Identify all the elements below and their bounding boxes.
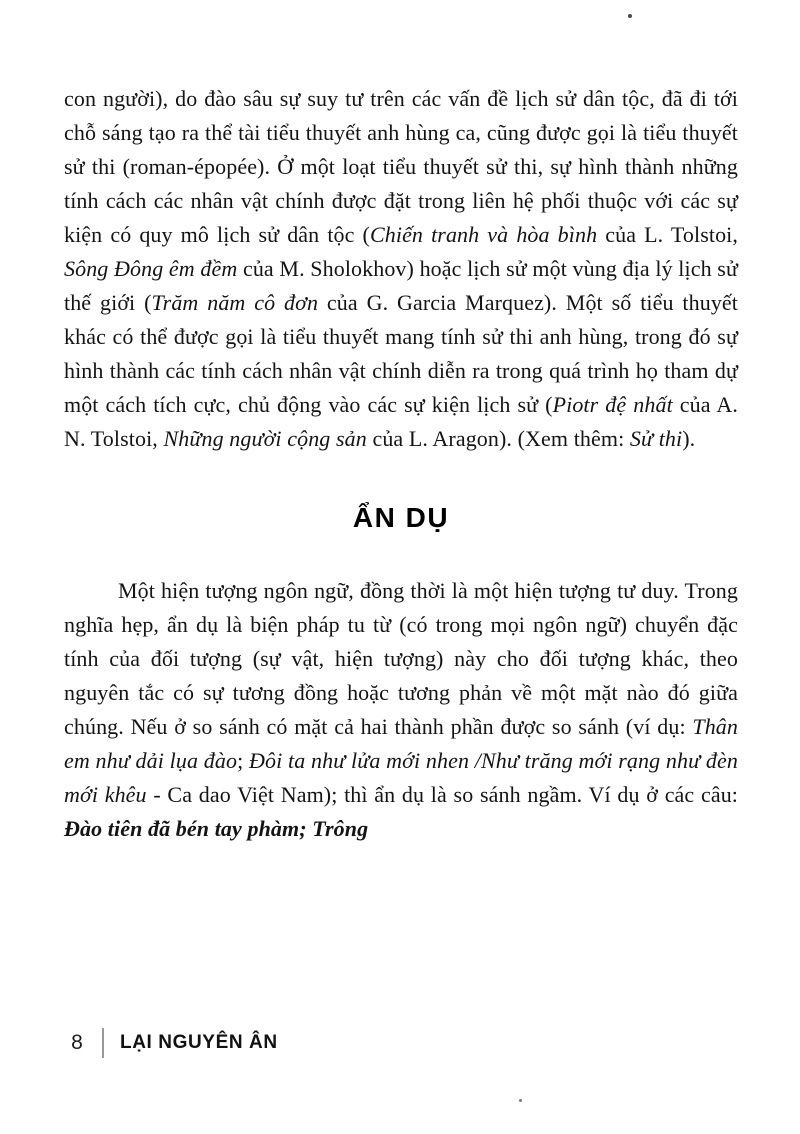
book-title-italic: Trăm năm cô đơn xyxy=(151,290,319,315)
text-run: Một hiện tượng ngôn ngữ, đồng thời là một hiện tượng tư duy. Trong nghĩa hẹp, ẩn dụ là biện pháp tu từ (có trong mọi ngôn ngữ) chuyển đặc tính của đối tượng (sự vật, hiện tượng) này cho đối tượng khác, theo nguyên tắc có sự tương đồng hoặc tương phản về một mặt nào đó giữa chúng. Nếu ở so sánh có mặt cả hai thành phần được so sánh (ví dụ: xyxy=(64,578,738,739)
book-title-italic: Piotr đệ nhất xyxy=(552,392,673,417)
example-quote-italic: Đôi ta như lửa mới nhen /Như trăng mới rạng như đèn mới khêu xyxy=(64,748,738,807)
example-quote-bold-italic: Đào tiên đã bén tay phàm; Trông xyxy=(64,816,369,841)
entry-heading: ẨN DỤ xyxy=(352,502,450,533)
page-number: 8 xyxy=(71,1031,83,1054)
page-footer xyxy=(66,1028,278,1058)
text-run: của A. N. Tolstoi, xyxy=(64,392,739,451)
footer-divider xyxy=(102,1028,104,1058)
page-content xyxy=(64,82,738,846)
example-quote-italic: Thân em như dải lụa đào xyxy=(64,714,738,773)
text-run: của L. Tolstoi, xyxy=(597,222,738,247)
scan-artifact-dot xyxy=(628,14,632,18)
scan-artifact-dot xyxy=(519,1099,522,1102)
text-run: ; xyxy=(237,748,250,773)
text-run: của L. Aragon). (Xem thêm: xyxy=(366,426,630,451)
text-run: - Ca dao Việt Nam); thì ẩn dụ là so sánh ngầm. Ví dụ ở các câu: xyxy=(146,782,739,807)
paragraph-epic-novel xyxy=(64,82,738,456)
text-run: của G. Garcia Marquez). Một số tiểu thuyết khác có thể được gọi là tiểu thuyết mang tính sử thi anh hùng, trong đó sự hình thành các tính cách nhân vật chính diễn ra trong quá trình họ tham dự một cách tích cực, chủ động vào các sự kiện lịch sử ( xyxy=(64,290,738,417)
text-run: con người), do đào sâu sự suy tư trên các vấn đề lịch sử dân tộc, đã đi tới chỗ sáng tạo ra thể tài tiểu thuyết anh hùng ca, cũng được gọi là tiểu thuyết sử thi (roman-épopée). Ở một loạt tiểu thuyết sử thi, sự hình thành những tính cách các nhân vật chính được đặt trong liên hệ phối thuộc với các sự kiện có quy mô lịch sử dân tộc ( xyxy=(64,86,738,247)
text-run: của M. Sholokhov) hoặc lịch sử một vùng địa lý lịch sử thế giới ( xyxy=(64,256,738,315)
book-title-italic: Chiến tranh và hòa bình xyxy=(369,222,598,247)
author-name: LẠI NGUYÊN ÂN xyxy=(120,1032,278,1053)
cross-reference-italic: Sử thi xyxy=(629,426,683,451)
book-title-italic: Những người cộng sản xyxy=(163,426,367,451)
paragraph-metaphor xyxy=(64,574,738,846)
text-run: ). xyxy=(682,426,696,451)
book-title-italic: Sông Đông êm đềm xyxy=(64,256,238,281)
